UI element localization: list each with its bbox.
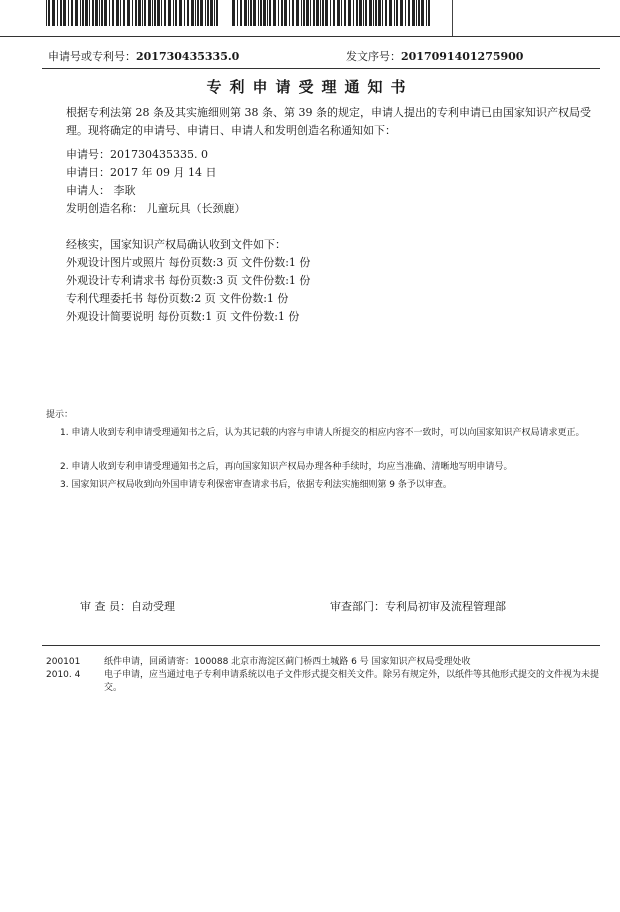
department	[330, 598, 506, 614]
barcode-bar	[148, 0, 151, 26]
form-version: 2010. 4	[46, 670, 81, 680]
barcode-bar	[289, 0, 290, 26]
examiner-label: 审 查 员：	[80, 600, 131, 613]
footer-rule	[42, 645, 600, 646]
barcode-bar	[263, 0, 266, 26]
barcode-bar	[363, 0, 364, 26]
barcode-bar	[303, 0, 305, 26]
barcode-bar	[71, 0, 73, 26]
barcode-bar	[89, 0, 90, 26]
files-intro: 经核实，国家知识产权局确认收到文件如下：	[66, 238, 286, 251]
barcode-bar	[138, 0, 141, 26]
department-value: 专利局初审及流程管理部	[385, 600, 506, 613]
barcode-bar	[292, 0, 294, 26]
barcode-bar	[244, 0, 247, 26]
barcode-bar	[378, 0, 381, 26]
examiner-value: 自动受理	[131, 600, 175, 613]
barcode-bar	[373, 0, 374, 26]
field-application-number: 申请号：201730435335. 0	[66, 148, 208, 161]
barcode-bar	[210, 0, 213, 26]
barcode-bar	[426, 0, 427, 26]
barcode-bar	[104, 0, 107, 26]
barcode-bar	[316, 0, 319, 26]
barcode-bar	[253, 0, 256, 26]
meta-rule	[42, 68, 600, 69]
file-item: 外观设计简要说明 每份页数:1 页 文件份数:1 份	[66, 310, 300, 323]
barcode-bar	[353, 0, 354, 26]
barcode-bar	[216, 0, 218, 26]
form-code: 200101	[46, 657, 81, 667]
barcode-right	[232, 0, 432, 26]
application-number-label: 申请号或专利号：	[48, 50, 136, 63]
notes-label: 提示：	[46, 410, 74, 420]
barcode-bar	[132, 0, 133, 26]
barcode-bar	[359, 0, 362, 26]
send-number-value: 2017091401275900	[401, 50, 524, 63]
barcode-bar	[195, 0, 196, 26]
barcode-bar	[205, 0, 206, 26]
barcode-bar	[175, 0, 177, 26]
barcode-bar	[421, 0, 424, 26]
barcode-bar	[341, 0, 342, 26]
barcode-bar	[214, 0, 215, 26]
barcode-bar	[260, 0, 262, 26]
barcode-bar	[375, 0, 377, 26]
barcode-bar	[135, 0, 137, 26]
barcode-bar	[232, 0, 235, 26]
document-title: 专利申请受理通知书	[206, 78, 414, 96]
barcode-bar	[116, 0, 119, 26]
barcode-bar	[95, 0, 98, 26]
barcode-bar	[281, 0, 283, 26]
barcode-bar	[52, 0, 55, 26]
barcode-bar	[197, 0, 199, 26]
barcode-bar	[313, 0, 315, 26]
application-number-value: 201730435335.0	[136, 50, 240, 63]
barcode-bar	[123, 0, 125, 26]
barcode-bar	[400, 0, 403, 26]
barcode-bar	[296, 0, 299, 26]
barcode-bar	[161, 0, 162, 26]
field-invention-name: 发明创造名称： 儿童玩具（长颈鹿）	[66, 202, 246, 215]
barcode-bar	[99, 0, 100, 26]
file-item: 外观设计专利请求书 每份页数:3 页 文件份数:1 份	[66, 274, 311, 287]
examiner	[80, 598, 175, 614]
header-divider	[452, 0, 453, 36]
department-label: 审查部门：	[330, 600, 385, 613]
barcode-bar	[46, 0, 47, 26]
barcode-bar	[154, 0, 156, 26]
barcode-bar	[57, 0, 58, 26]
header-rule	[0, 36, 620, 37]
barcode-bar	[240, 0, 242, 26]
barcode-bar	[284, 0, 287, 26]
barcode-left	[46, 0, 218, 26]
barcode-bar	[237, 0, 238, 26]
barcode-bar	[320, 0, 321, 26]
barcode-bar	[63, 0, 66, 26]
barcode-bar	[325, 0, 328, 26]
barcode-bar	[120, 0, 121, 26]
barcode-bar	[144, 0, 146, 26]
barcode-bar	[330, 0, 331, 26]
barcode-bar	[267, 0, 268, 26]
barcode-bar	[60, 0, 62, 26]
barcode-bar	[396, 0, 398, 26]
barcode-bar	[48, 0, 50, 26]
barcode-bar	[306, 0, 309, 26]
barcode-bar	[344, 0, 346, 26]
barcode-bar	[310, 0, 311, 26]
barcode-bar	[322, 0, 324, 26]
field-application-date: 申请日：2017 年 09 月 14 日	[66, 166, 217, 179]
barcode-bar	[248, 0, 249, 26]
barcode-bar	[365, 0, 367, 26]
barcode-bar	[191, 0, 194, 26]
barcode-bar	[389, 0, 392, 26]
barcode-bar	[418, 0, 420, 26]
barcode-bar	[75, 0, 78, 26]
barcode-bar	[405, 0, 406, 26]
footer-mail-address: 纸件申请，回函请寄：100088 北京市海淀区蓟门桥西土城路 6 号 国家知识产权局受理处收	[104, 657, 471, 667]
barcode-bar	[80, 0, 81, 26]
field-applicant: 申请人： 李耿	[66, 184, 136, 197]
barcode-bar	[112, 0, 114, 26]
barcode-bar	[101, 0, 103, 26]
barcode-bar	[385, 0, 387, 26]
barcode-bar	[173, 0, 174, 26]
barcode-bar	[369, 0, 372, 26]
intro-paragraph: 根据专利法第 28 条及其实施细则第 38 条、第 39 条的规定，申请人提出的专利申请已由国家知识产权局受理。现将确定的申请号、申请日、申请人和发明创造名称通知如下：	[66, 106, 591, 137]
barcode-bar	[273, 0, 276, 26]
barcode-bar	[92, 0, 94, 26]
barcode-area	[0, 0, 620, 34]
barcode-bar	[207, 0, 209, 26]
barcode-bar	[416, 0, 417, 26]
file-item: 外观设计图片或照片 每份页数:3 页 文件份数:1 份	[66, 256, 311, 269]
barcode-bar	[142, 0, 143, 26]
send-number	[346, 48, 523, 64]
note-3: 3. 国家知识产权局收到向外国申请专利保密审查请求书后，依据专利法实施细则第 9 条予以审查。	[60, 480, 452, 490]
barcode-bar	[82, 0, 84, 26]
barcode-bar	[356, 0, 358, 26]
barcode-bar	[428, 0, 430, 26]
barcode-bar	[412, 0, 415, 26]
note-1: 1. 申请人收到专利申请受理通知书之后，认为其记载的内容与申请人所提交的相应内容不一致时，可以向国家知识产权局请求更正。	[60, 428, 585, 438]
barcode-bar	[269, 0, 271, 26]
barcode-bar	[394, 0, 395, 26]
barcode-bar	[164, 0, 166, 26]
barcode-bar	[179, 0, 182, 26]
barcode-bar	[127, 0, 130, 26]
barcode-bar	[187, 0, 189, 26]
file-item: 专利代理委托书 每份页数:2 页 文件份数:1 份	[66, 292, 289, 305]
barcode-bar	[68, 0, 69, 26]
barcode-bar	[85, 0, 88, 26]
barcode-bar	[337, 0, 340, 26]
barcode-bar	[258, 0, 259, 26]
application-number	[48, 48, 239, 64]
barcode-bar	[382, 0, 383, 26]
barcode-bar	[333, 0, 335, 26]
send-number-label: 发文序号：	[346, 50, 401, 63]
barcode-bar	[301, 0, 302, 26]
note-2: 2. 申请人收到专利申请受理通知书之后，再向国家知识产权局办理各种手续时，均应当准确、清晰地写明申请号。	[60, 462, 513, 472]
barcode-bar	[250, 0, 252, 26]
barcode-bar	[408, 0, 410, 26]
barcode-bar	[157, 0, 160, 26]
footer-electronic-note: 电子申请，应当通过电子专利申请系统以电子文件形式提交相关文件。除另有规定外，以纸件等其他形式提交的文件视为未提交。	[104, 670, 600, 693]
barcode-bar	[152, 0, 153, 26]
barcode-bar	[109, 0, 110, 26]
barcode-bar	[184, 0, 185, 26]
barcode-bar	[200, 0, 203, 26]
barcode-bar	[278, 0, 279, 26]
barcode-bar	[168, 0, 171, 26]
barcode-bar	[348, 0, 351, 26]
